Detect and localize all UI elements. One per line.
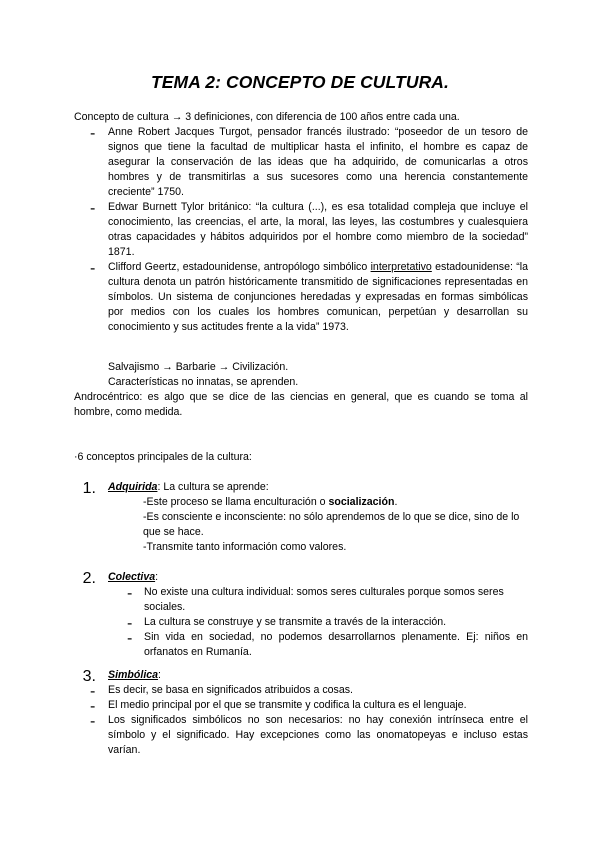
- concepts-heading: ·6 conceptos principales de la cultura:: [74, 451, 252, 463]
- list-number: 2.: [82, 570, 96, 587]
- concept-bullet: El medio principal por el que se transmite y codifica la cultura es el lenguaje.: [108, 699, 467, 711]
- concept-bullet: Sin vida en sociedad, no podemos desarrollarnos plenamente. Ej: niños en orfanatos en Rumanía.: [144, 631, 528, 659]
- intro-line: Concepto de cultura → 3 definiciones, con diferencia de 100 años entre cada una.: [74, 111, 460, 123]
- concept-line-text: .: [394, 496, 398, 508]
- list-number: 3.: [82, 668, 96, 685]
- definition-geertz-pre: Clifford Geertz, estadounidense, antropólogo simbólico: [108, 261, 371, 273]
- bullet-dash: -: [127, 585, 133, 602]
- bullet-dash: -: [127, 615, 133, 632]
- bold-term: socialización: [328, 496, 395, 508]
- concept-bullet: La cultura se construye y se transmite a través de la interacción.: [144, 616, 447, 628]
- concept-bullet: Los significados simbólicos no son necesarios: no hay conexión intrínseca entre el símbolo y el significado. Hay excepciones como las onomatopeyas e incluso estas varían.: [108, 714, 528, 757]
- concept-colectiva: [108, 570, 528, 585]
- concept-name: Adquirida: [108, 481, 158, 493]
- bullet-dash: -: [90, 125, 96, 142]
- bullet-dash: -: [127, 630, 133, 647]
- concept-name: Simbólica: [108, 669, 159, 681]
- concept-name: Colectiva: [108, 571, 156, 583]
- concept-description: : La cultura se aprende:: [157, 481, 269, 493]
- definition-geertz: [108, 260, 528, 335]
- concept-description: :: [155, 571, 159, 583]
- page-title: TEMA 2: CONCEPTO DE CULTURA.: [150, 72, 450, 92]
- bullet-dash: -: [90, 683, 96, 700]
- concept-bullet: Es decir, se basa en significados atribuidos a cosas.: [108, 684, 353, 696]
- bullet-dash: -: [90, 200, 96, 217]
- concept-simbolica: [108, 668, 528, 683]
- bullet-dash: -: [90, 698, 96, 715]
- concept-description: :: [158, 669, 161, 681]
- concept-line: [143, 495, 528, 510]
- underlined-term: interpretativo: [370, 261, 432, 273]
- bullet-dash: -: [90, 713, 96, 730]
- definition-tylor: Edwar Burnett Tylor británico: “la cultura (...), es esa totalidad compleja que incluye el conocimiento, las creencias, el arte, la moral, las leyes, las costumbres y cualesquiera otras capacidades y hábitos adquiridos por el hombre como miembro de la sociedad” 1871.: [108, 201, 528, 259]
- list-number: 1.: [82, 480, 96, 497]
- definition-turgot: Anne Robert Jacques Turgot, pensador francés ilustrado: “poseedor de un tesoro de signos que tiene la facultad de multiplicar hasta el infinito, el hombre es capaz de asegurar la conservación de las ideas que ha adquirido, de comunicarlas a otros hombres y de transmitirlas a sus sucesores como una herencia constantemente creciente” 1750.: [108, 126, 528, 199]
- concept-bullet: No existe una cultura individual: somos seres culturales porque somos seres sociales.: [144, 586, 504, 614]
- concept-adquirida: [108, 480, 528, 495]
- concept-line: -Transmite tanto información como valores.: [143, 541, 347, 553]
- bullet-dash: -: [90, 260, 96, 277]
- concept-line: -Es consciente e inconsciente: no sólo aprendemos de lo que se dice, sino de lo que se hace.: [143, 511, 520, 539]
- definition-geertz-post: estadounidense: “la cultura denota un patrón históricamente transmitido de significaciones representadas en símbolos. Un sistema de conjunciones heredadas y expresadas en formas simbólicas por medios con los cuales los hombres comunican, perpetúan y desarrollan su conocimiento y sus actitudes frente a la vida” 1973.: [108, 261, 528, 334]
- androcentrico-paragraph: Androcéntrico: es algo que se dice de las ciencias en general, que es cuando se toma al hombre, como medida.: [74, 391, 528, 419]
- progression-line: Salvajismo → Barbarie → Civilización.: [108, 361, 289, 373]
- concept-line-text: -Este proceso se llama enculturación o: [143, 496, 329, 508]
- characteristics-line: Características no innatas, se aprenden.: [108, 376, 299, 388]
